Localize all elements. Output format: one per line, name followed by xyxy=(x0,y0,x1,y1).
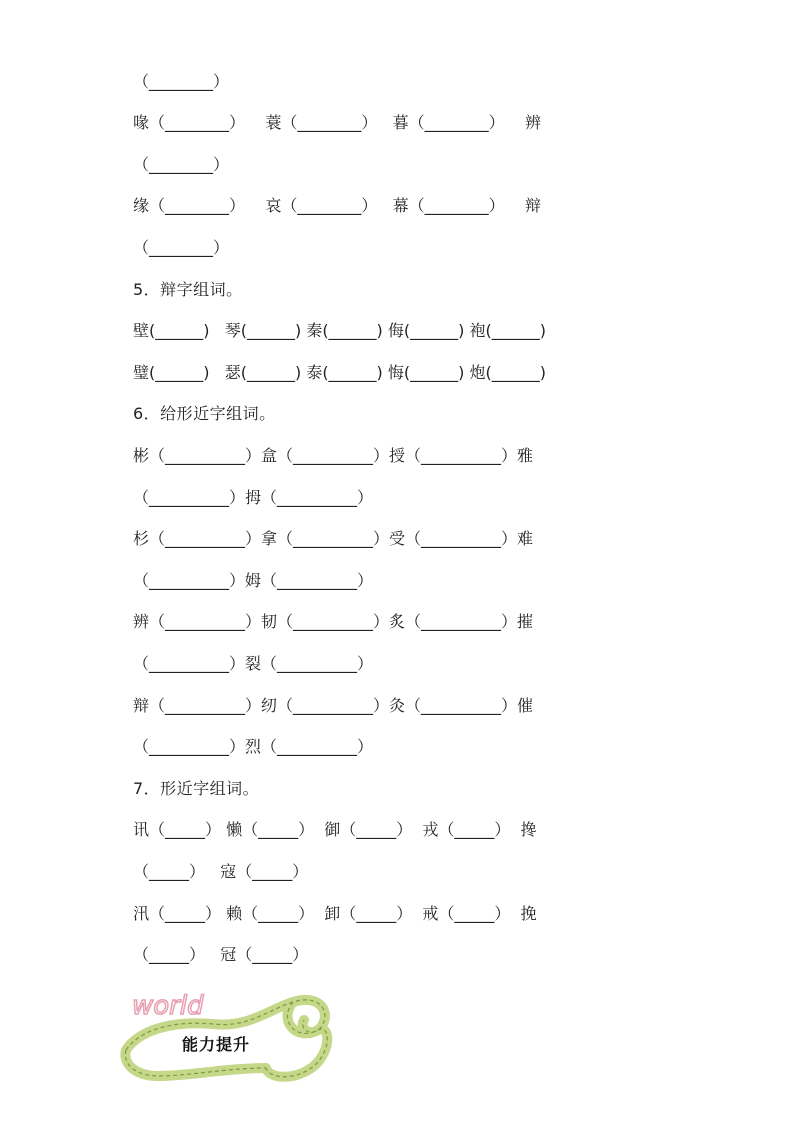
ex6-line-3: 杉（__________）拿（__________）受（__________）难 xyxy=(133,529,534,548)
ex4-line-0: （________） xyxy=(133,72,230,91)
ex4-line-2: （________） xyxy=(133,155,230,174)
ex7-line-2: （_____） 寇（_____） xyxy=(133,862,309,881)
ex7-line-4: （_____） 冠（_____） xyxy=(133,945,309,964)
ex5-line-1: 壁(______) 琴(______) 秦(______) 侮(______) 袍(______) xyxy=(133,321,546,340)
ex6-line-1: 彬（__________）盒（__________）授（__________）雅 xyxy=(133,446,534,465)
ex6-title: 6．给形近字组词。 xyxy=(133,404,276,423)
ex7-title: 7．形近字组词。 xyxy=(133,779,260,798)
ex5-title: 5．辩字组词。 xyxy=(133,280,243,299)
section-title-ability: 能力提升 xyxy=(182,1035,251,1054)
ex6-line-4: （__________）姆（__________） xyxy=(133,571,374,590)
ex4-line-1: 喙（________） 蓑（________） 暮（________） 辨 xyxy=(133,113,541,132)
ex6-line-6: （__________）裂（__________） xyxy=(133,654,374,673)
ex6-line-5: 辨（__________）韧（__________）炙（__________）摧 xyxy=(133,612,534,631)
ex6-line-8: （__________）烈（__________） xyxy=(133,737,374,756)
ex5-line-2: 璧(______) 瑟(______) 泰(______) 悔(______) 炮(______) xyxy=(133,363,546,382)
ex7-line-3: 汛（_____） 赖（_____） 卸（_____） 戒（_____） 挽 xyxy=(133,904,537,923)
ex7-line-1: 讯（_____） 懒（_____） 御（_____） 戎（_____） 搀 xyxy=(133,820,537,839)
ex6-line-2: （__________）拇（__________） xyxy=(133,488,374,507)
ex4-line-3: 缘（________） 哀（________） 幕（________） 辩 xyxy=(133,196,541,215)
ex4-line-4: （________） xyxy=(133,238,230,257)
ex6-line-7: 辩（__________）纫（__________）灸（__________）催 xyxy=(133,696,534,715)
badge-word: world xyxy=(132,991,204,1021)
